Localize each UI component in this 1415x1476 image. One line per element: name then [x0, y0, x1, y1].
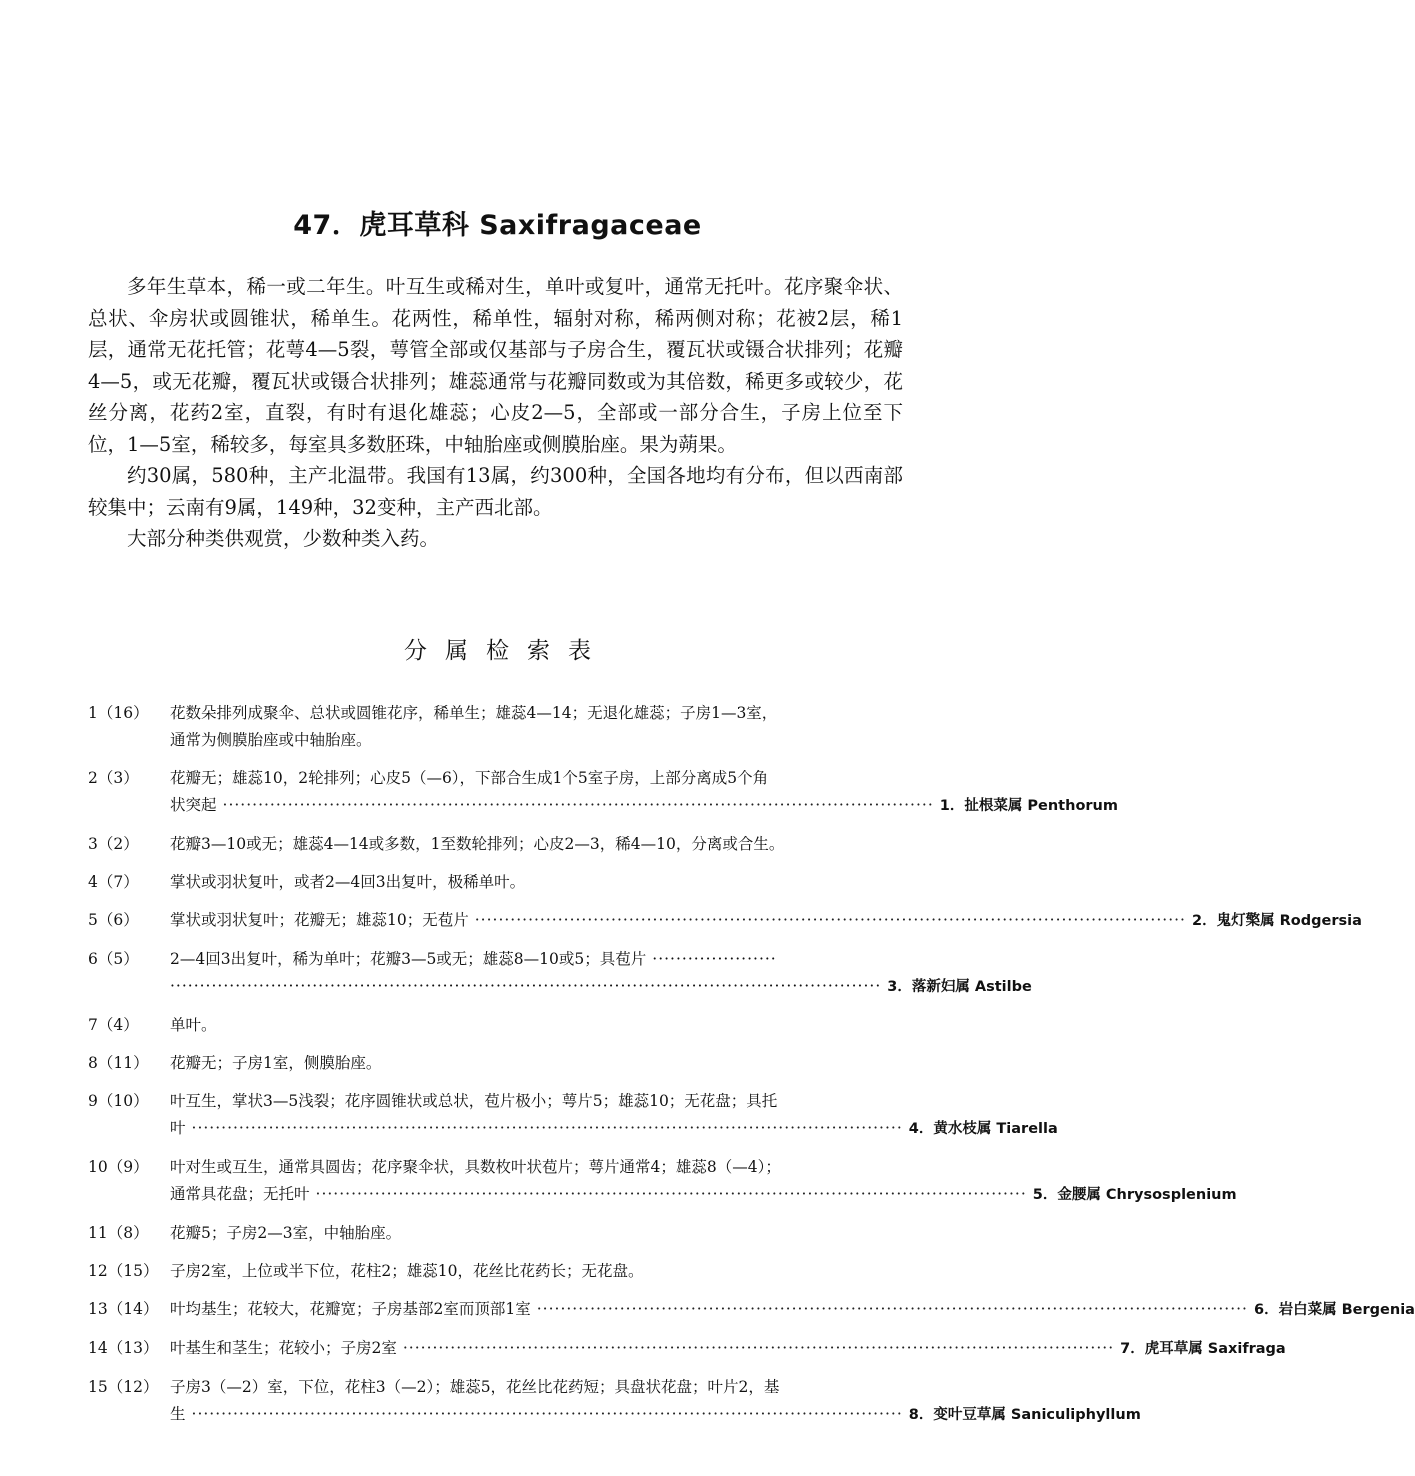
key-entry	[88, 907, 1362, 935]
entry-number: 12（15）	[88, 1262, 159, 1280]
entry-line: 叶	[170, 1119, 186, 1137]
entry-text	[170, 700, 900, 754]
entry-number: 3（2）	[88, 835, 139, 853]
distribution-paragraph: 约30属，580种，主产北温带。我国有13属，约300种，全国各地均有分布，但以西南部较集中；云南有9属，149种，32变种，主产西北部。	[88, 464, 903, 519]
entry-line: 生	[170, 1405, 186, 1423]
entry-leader-line	[170, 907, 1362, 935]
entry-text	[170, 1088, 1058, 1143]
entry-line: 花瓣无；雄蕊10，2轮排列；心皮5（—6），下部合生成1个5室子房，上部分离成5个角	[170, 769, 769, 787]
entry-text	[170, 1296, 1415, 1324]
key-entry	[88, 869, 900, 896]
family-description	[88, 271, 903, 555]
entry-text: 子房2室，上位或半下位，花柱2；雄蕊10，花丝比花药长；无花盘。	[170, 1262, 644, 1280]
entry-text	[170, 1154, 1237, 1209]
genus-key	[88, 700, 1415, 1440]
leader-dots: ·····················	[652, 950, 777, 968]
key-entry	[88, 1374, 1141, 1429]
key-entry	[88, 1154, 1237, 1209]
entry-line	[170, 946, 1032, 973]
key-entry	[88, 1258, 900, 1285]
key-entry	[88, 1335, 1286, 1363]
key-entry	[88, 765, 1118, 820]
key-entry	[88, 1050, 900, 1077]
entry-number: 15（12）	[88, 1378, 159, 1396]
family-title: 47．虎耳草科 Saxifragaceae	[293, 210, 702, 241]
entry-line: 叶基生和茎生；花较小；子房2室	[170, 1339, 397, 1357]
entry-number: 14（13）	[88, 1339, 159, 1357]
entry-number: 6（5）	[88, 950, 139, 968]
leader-dots	[316, 1181, 1027, 1208]
entry-leader-line	[170, 1115, 1058, 1143]
key-entry	[88, 1088, 1058, 1143]
entry-text: 花瓣5；子房2—3室，中轴胎座。	[170, 1224, 402, 1242]
entry-line: 叶对生或互生，通常具圆齿；花序聚伞状，具数枚叶状苞片；萼片通常4；雄蕊8（—4）；	[170, 1158, 781, 1176]
genus-result: 2．鬼灯檠属 Rodgersia	[1191, 913, 1362, 929]
leader-dots	[537, 1296, 1248, 1323]
entry-line-text: 2—4回3出复叶，稀为单叶；花瓣3—5或无；雄蕊8—10或5；具苞片	[170, 950, 647, 968]
key-entry	[88, 1012, 900, 1039]
entry-text: 单叶。	[170, 1016, 217, 1034]
entry-line: 状突起	[170, 796, 217, 814]
entry-leader-line	[170, 1181, 1237, 1209]
leader-dots	[192, 1401, 903, 1428]
entry-line: 掌状或羽状复叶；花瓣无；雄蕊10；无苞片	[170, 911, 469, 929]
genus-result: 3．落新妇属 Astilbe	[887, 979, 1032, 995]
entry-leader-line	[170, 973, 1032, 1001]
genus-result: 8．变叶豆草属 Saniculiphyllum	[908, 1407, 1141, 1423]
entry-leader-line	[170, 792, 1118, 820]
entry-text	[170, 907, 1362, 935]
entry-leader-line	[170, 1296, 1415, 1324]
entry-text	[170, 946, 1032, 1001]
usage-paragraph: 大部分种类供观赏，少数种类入药。	[127, 527, 440, 550]
leader-dots	[192, 1115, 903, 1142]
key-heading: 分属检索表	[404, 638, 609, 664]
entry-line: 叶均基生；花较大，花瓣宽；子房基部2室而顶部1室	[170, 1300, 531, 1318]
entry-text	[170, 765, 1118, 820]
leader-dots	[223, 792, 934, 819]
key-entry	[88, 1220, 900, 1247]
entry-leader-line	[170, 1401, 1141, 1429]
entry-number: 13（14）	[88, 1300, 159, 1318]
entry-number: 4（7）	[88, 873, 139, 891]
description-paragraph: 多年生草本，稀一或二年生。叶互生或稀对生，单叶或复叶，通常无托叶。花序聚伞状、总状、伞房状或圆锥状，稀单生。花两性，稀单性，辐射对称，稀两侧对称；花被2层，稀1层，通常无花托管；花萼4—5裂，萼管全部或仅基部与子房合生，覆瓦状或镊合状排列；花瓣4—5，或无花瓣，覆瓦状或镊合状排列；雄蕊通常与花瓣同数或为其倍数，稀更多或较少，花丝分离，花药2室，直裂，有时有退化雄蕊；心皮2—5，全部或一部分合生，子房上位至下位，1—5室，稀较多，每室具多数胚珠，中轴胎座或侧膜胎座。果为蒴果。	[88, 275, 903, 456]
entry-number: 7（4）	[88, 1016, 139, 1034]
entry-text: 花瓣3—10或无；雄蕊4—14或多数，1至数轮排列；心皮2—3，稀4—10，分离或合生。	[170, 835, 785, 853]
entry-number: 8（11）	[88, 1054, 149, 1072]
entry-line: 通常为侧膜胎座或中轴胎座。	[170, 731, 372, 749]
entry-number: 1（16）	[88, 704, 149, 722]
entry-line: 通常具花盘；无托叶	[170, 1185, 310, 1203]
entry-number: 11（8）	[88, 1224, 149, 1242]
key-entry	[88, 831, 900, 858]
entry-text	[170, 1335, 1286, 1363]
genus-result: 5．金腰属 Chrysosplenium	[1032, 1187, 1237, 1203]
entry-text: 掌状或羽状复叶，或者2—4回3出复叶，极稀单叶。	[170, 873, 526, 891]
genus-result: 4．黄水枝属 Tiarella	[908, 1121, 1058, 1137]
leader-dots	[403, 1335, 1114, 1362]
entry-line: 子房3（—2）室，下位，花柱3（—2）；雄蕊5，花丝比花药短；具盘状花盘；叶片2，基	[170, 1378, 780, 1396]
key-entry	[88, 946, 1032, 1001]
entry-number: 10（9）	[88, 1158, 149, 1176]
genus-result: 6．岩白菜属 Bergenia	[1253, 1302, 1415, 1318]
leader-dots	[475, 907, 1186, 934]
entry-number: 5（6）	[88, 911, 139, 929]
entry-text: 花瓣无；子房1室，侧膜胎座。	[170, 1054, 382, 1072]
entry-leader-line	[170, 1335, 1286, 1363]
key-entry	[88, 1296, 1415, 1324]
entry-number: 9（10）	[88, 1092, 149, 1110]
leader-dots	[170, 973, 881, 1000]
entry-text	[170, 1374, 1141, 1429]
genus-result: 1．扯根菜属 Penthorum	[939, 798, 1118, 814]
entry-line: 叶互生，掌状3—5浅裂；花序圆锥状或总状，苞片极小；萼片5；雄蕊10；无花盘；具托	[170, 1092, 778, 1110]
genus-result: 7．虎耳草属 Saxifraga	[1120, 1341, 1286, 1357]
key-entry	[88, 700, 900, 754]
entry-number: 2（3）	[88, 769, 139, 787]
entry-line: 花数朵排列成聚伞、总状或圆锥花序，稀单生；雄蕊4—14；无退化雄蕊；子房1—3室，	[170, 704, 778, 722]
